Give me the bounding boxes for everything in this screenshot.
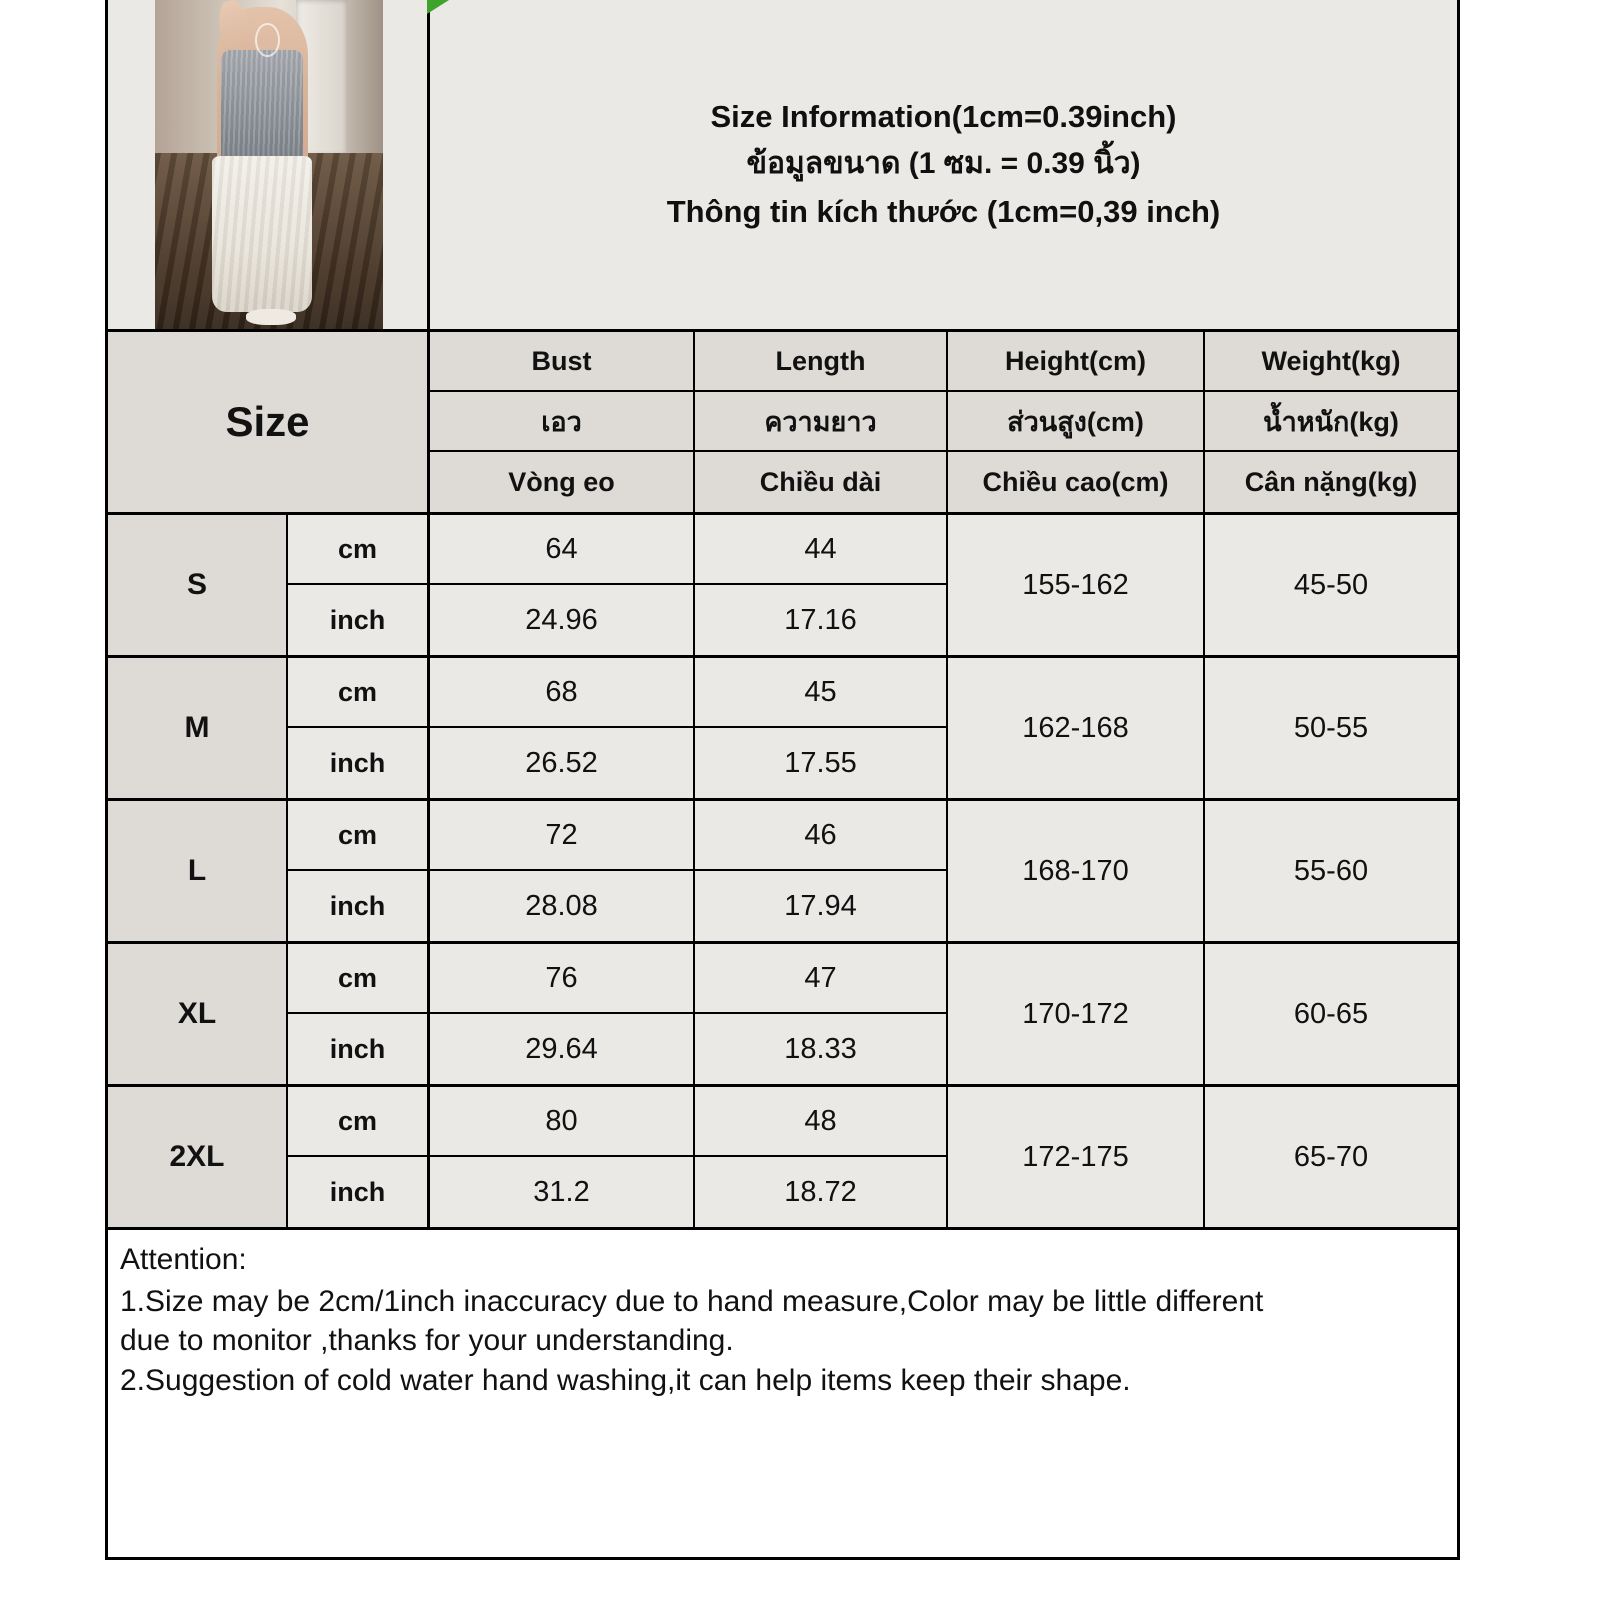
length-cm-value: 45 (695, 658, 946, 728)
column-header-row-thai (430, 392, 1457, 452)
header-weight-th: น้ำหนัก(kg) (1205, 392, 1457, 450)
row-bust-values (430, 515, 695, 655)
unit-inch: inch (288, 871, 427, 941)
table-row (108, 1087, 1457, 1230)
unit-cm: cm (288, 944, 427, 1014)
row-size-label: XL (108, 944, 288, 1084)
row-unit-column (288, 515, 430, 655)
row-height-value: 170-172 (948, 944, 1205, 1084)
length-inch-value: 17.94 (695, 871, 946, 941)
bust-cm-value: 68 (430, 658, 693, 728)
row-weight-value: 65-70 (1205, 1087, 1457, 1227)
header-length-en: Length (695, 332, 948, 390)
row-unit-column (288, 1087, 430, 1227)
row-size-label: S (108, 515, 288, 655)
unit-inch: inch (288, 728, 427, 798)
row-height-value: 162-168 (948, 658, 1205, 798)
column-header-row-english (430, 332, 1457, 392)
length-cm-value: 46 (695, 801, 946, 871)
table-row (108, 658, 1457, 801)
table-row (108, 944, 1457, 1087)
row-weight-value: 55-60 (1205, 801, 1457, 941)
header-length-vi: Chiều dài (695, 452, 948, 512)
column-header-size: Size (108, 332, 430, 512)
header-bust-th: เอว (430, 392, 695, 450)
chart-header-region (108, 0, 1457, 332)
row-height-value: 172-175 (948, 1087, 1205, 1227)
header-height-th: ส่วนสูง(cm) (948, 392, 1205, 450)
title-english: Size Information(1cm=0.39inch) (710, 99, 1177, 135)
row-size-label: L (108, 801, 288, 941)
attention-note-1-line-1: 1.Size may be 2cm/1inch inaccuracy due to hand measure,Color may be little different (120, 1284, 1264, 1318)
bust-cm-value: 64 (430, 515, 693, 585)
row-length-values (695, 801, 948, 941)
row-unit-column (288, 801, 430, 941)
title-thai: ข้อมูลขนาด (1 ซม. = 0.39 นิ้ว) (746, 147, 1141, 181)
attention-heading: Attention: (120, 1243, 247, 1276)
row-height-value: 155-162 (948, 515, 1205, 655)
length-cm-value: 48 (695, 1087, 946, 1157)
unit-inch: inch (288, 1157, 427, 1227)
bust-inch-value: 29.64 (430, 1014, 693, 1084)
table-row (108, 515, 1457, 658)
unit-cm: cm (288, 658, 427, 728)
title-cell (430, 0, 1457, 329)
row-size-label: 2XL (108, 1087, 288, 1227)
length-inch-value: 17.55 (695, 728, 946, 798)
row-bust-values (430, 801, 695, 941)
row-length-values (695, 944, 948, 1084)
length-cm-value: 47 (695, 944, 946, 1014)
length-cm-value: 44 (695, 515, 946, 585)
attention-note-2: 2.Suggestion of cold water hand washing,it can help items keep their shape. (120, 1363, 1131, 1397)
row-unit-column (288, 658, 430, 798)
row-bust-values (430, 658, 695, 798)
row-weight-value: 60-65 (1205, 944, 1457, 1084)
size-chart-frame (105, 0, 1460, 1560)
unit-cm: cm (288, 1087, 427, 1157)
row-bust-values (430, 1087, 695, 1227)
photo-necklace (255, 23, 280, 57)
bust-inch-value: 31.2 (430, 1157, 693, 1227)
bust-inch-value: 24.96 (430, 585, 693, 655)
length-inch-value: 17.16 (695, 585, 946, 655)
header-length-th: ความยาว (695, 392, 948, 450)
attention-note-1-line-2: due to monitor ,thanks for your understanding. (120, 1324, 734, 1358)
row-height-value: 168-170 (948, 801, 1205, 941)
bust-cm-value: 76 (430, 944, 693, 1014)
unit-cm: cm (288, 801, 427, 871)
header-weight-en: Weight(kg) (1205, 332, 1457, 390)
row-length-values (695, 1087, 948, 1227)
row-size-label: M (108, 658, 288, 798)
bust-inch-value: 26.52 (430, 728, 693, 798)
row-length-values (695, 658, 948, 798)
row-bust-values (430, 944, 695, 1084)
unit-inch: inch (288, 1014, 427, 1084)
unit-inch: inch (288, 585, 427, 655)
unit-cm: cm (288, 515, 427, 585)
length-inch-value: 18.33 (695, 1014, 946, 1084)
bust-cm-value: 80 (430, 1087, 693, 1157)
product-photo (155, 0, 383, 329)
title-vietnamese: Thông tin kích thước (1cm=0,39 inch) (666, 193, 1221, 229)
bust-inch-value: 28.08 (430, 871, 693, 941)
attention-block (108, 1230, 1457, 1523)
length-inch-value: 18.72 (695, 1157, 946, 1227)
product-photo-cell (108, 0, 430, 329)
header-height-vi: Chiều cao(cm) (948, 452, 1205, 512)
photo-white-pants (212, 156, 312, 312)
column-header-row-vietnamese (430, 452, 1457, 512)
header-bust-vi: Vòng eo (430, 452, 695, 512)
header-height-en: Height(cm) (948, 332, 1205, 390)
header-weight-vi: Cân nặng(kg) (1205, 452, 1457, 512)
photo-shoe (246, 309, 296, 326)
row-unit-column (288, 944, 430, 1084)
row-length-values (695, 515, 948, 655)
table-header (108, 332, 1457, 515)
row-weight-value: 45-50 (1205, 515, 1457, 655)
column-header-groups (430, 332, 1457, 512)
row-weight-value: 50-55 (1205, 658, 1457, 798)
bust-cm-value: 72 (430, 801, 693, 871)
photo-grey-tube-top (221, 50, 303, 166)
header-bust-en: Bust (430, 332, 695, 390)
table-row (108, 801, 1457, 944)
